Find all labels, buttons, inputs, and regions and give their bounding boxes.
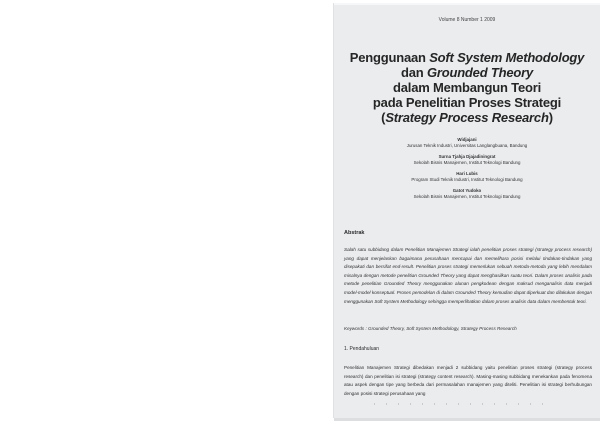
author-block xyxy=(334,137,600,149)
title-line-4: pada Penelitian Proses Strategi xyxy=(372,95,562,110)
document-page xyxy=(333,3,600,418)
scan-artifact-dots xyxy=(374,403,554,405)
paper-title xyxy=(334,50,600,125)
title-italic-text: Soft System Methodology xyxy=(429,50,585,65)
title-line-1 xyxy=(334,50,600,65)
title-text: ) xyxy=(548,110,553,125)
keywords: Keywords : Grounded Theory, Soft System Methodology, Strategy Process Research xyxy=(344,326,517,331)
author-block xyxy=(334,171,600,183)
author-block xyxy=(334,188,600,200)
abstract-heading: Abstrak xyxy=(344,230,365,236)
author-affiliation: Sekolah Bisnis Manajemen, Institut Teknologi Bandung xyxy=(413,194,521,199)
page-bottom-edge xyxy=(334,418,600,421)
author-affiliation: Program Studi Teknik Industri, Institut Teknologi Bandung xyxy=(411,177,523,182)
author-block xyxy=(334,154,600,166)
author-list xyxy=(334,137,600,205)
author-name: Surna Tjahja Djajadiningrat xyxy=(438,154,496,159)
page-top-edge xyxy=(334,3,600,5)
abstract-body: Salah satu subbidang dalam Penelitian Manajemen Strategi ialah penelitian proses strategi (strategy process research) yang dapat menjelaskan bagaimana perusahaan mencapai dan memelihara posisi melalui tindakan-tindakan yang disepakati dan bersifat end-result. Penelitian proses strategi memerlukan sebuah metoda-metoda yang lebih mendalam misalnya dengan metode penelitian Grounded Theory yang dapat menghasilkan suatu teori. Dalam proses analisis pada metode penelitian Grounded Theory menggunakan alunan pengkodean dengan maksud menganalisis data menjadi model-model konseptual. Proses pemodelan di dalam Grounded Theory kemudian dapat diperkuat dan dilakukan dengan menggunakan Soft System Methodology sehingga memperlihatkan dalam proses analisis data dalam membentuk teori. xyxy=(344,247,592,304)
title-line-3: dalam Membangun Teori xyxy=(393,80,541,95)
journal-info: Volume 8 Number 1 2009 xyxy=(438,17,496,23)
title-italic-text: Strategy Process Research xyxy=(385,110,549,125)
introduction-body: Penelitian Manajemen Strategi dibedakan menjadi 2 subbidang yaitu penelitian proses strategi (strategy process research) dan penelitian isi strategi (strategy content research). Masing-masing subbidang menekankan pada fenomena atau aspek dengan tipe yang berbeda dari permasalahan manajemen yang diteliti. Penelitian isi strategi berhubungan dengan posisi strategi perusahaan yang xyxy=(344,365,592,396)
title-text: ( xyxy=(381,110,386,125)
introduction-heading: 1. Pendahuluan xyxy=(344,346,380,352)
author-name: Hari Lubis xyxy=(456,171,478,176)
title-line-5 xyxy=(334,110,600,125)
title-italic-text: Grounded Theory xyxy=(426,65,533,80)
title-text: Penggunaan xyxy=(349,50,430,65)
author-affiliation: Jurusan Teknik Industri, Universitas Langlangbuana, Bandung xyxy=(406,143,528,148)
author-name: Widjajani xyxy=(457,137,477,142)
author-affiliation: Sekolah Bisnis Manajemen, Institut Teknologi Bandung xyxy=(413,160,521,165)
title-text: dan xyxy=(401,65,427,80)
author-name: Gatot Yudoko xyxy=(452,188,482,193)
title-line-2 xyxy=(334,65,600,80)
